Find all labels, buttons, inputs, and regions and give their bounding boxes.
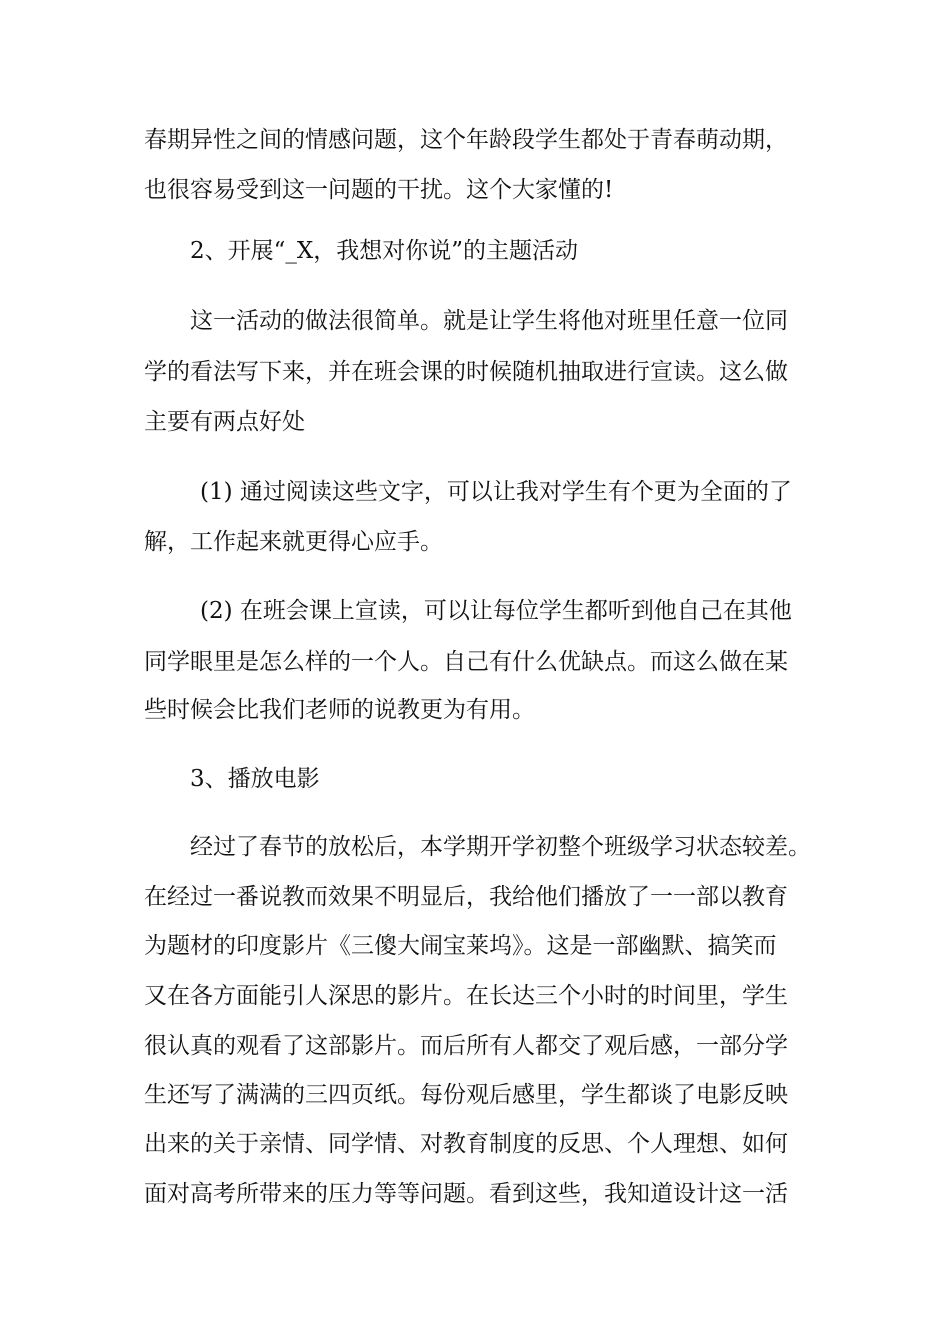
list-item-line: 同学眼里是怎么样的一个人。自己有什么优缺点。而这么做在某 <box>144 649 788 675</box>
list-item-line: 些时候会比我们老师的说教更为有用。 <box>144 697 535 723</box>
paragraph-line: 春期异性之间的情感问题，这个年龄段学生都处于青春萌动期， <box>144 127 788 153</box>
section-heading: 3、播放电影 <box>190 766 320 792</box>
section-heading: 2、开展“_X，我想对你说”的主题活动 <box>190 238 579 264</box>
paragraph-line: 这一活动的做法很简单。就是让学生将他对班里任意一位同 <box>190 308 788 334</box>
paragraph-line: 也很容易受到这一问题的干扰。这个大家懂的! <box>144 177 614 203</box>
list-item-line: (1) 通过阅读这些文字，可以让我对学生有个更为全面的了 <box>200 479 792 505</box>
paragraph-line: 又在各方面能引人深思的影片。在长达三个小时的时间里，学生 <box>144 983 788 1009</box>
paragraph-line: 在经过一番说教而效果不明显后，我给他们播放了一一部以教育 <box>144 884 788 910</box>
list-item-line: 解，工作起来就更得心应手。 <box>144 529 443 555</box>
paragraph-line: 生还写了满满的三四页纸。每份观后感里，学生都谈了电影反映 <box>144 1082 788 1108</box>
paragraph-line: 主要有两点好处 <box>144 409 305 435</box>
paragraph-line: 为题材的印度影片《三傻大闹宝莱坞》。这是一部幽默、搞笑而 <box>144 933 777 959</box>
list-item-line: (2) 在班会课上宣读，可以让每位学生都听到他自己在其他 <box>200 598 792 624</box>
paragraph-line: 学的看法写下来，并在班会课的时候随机抽取进行宣读。这么做 <box>144 359 788 385</box>
paragraph-line: 经过了春节的放松后，本学期开学初整个班级学习状态较差。 <box>190 834 811 860</box>
paragraph-line: 面对高考所带来的压力等等问题。看到这些，我知道设计这一活 <box>144 1181 788 1207</box>
paragraph-line: 很认真的观看了这部影片。而后所有人都交了观后感，一部分学 <box>144 1033 788 1059</box>
paragraph-line: 出来的关于亲情、同学情、对教育制度的反思、个人理想、如何 <box>144 1131 788 1157</box>
